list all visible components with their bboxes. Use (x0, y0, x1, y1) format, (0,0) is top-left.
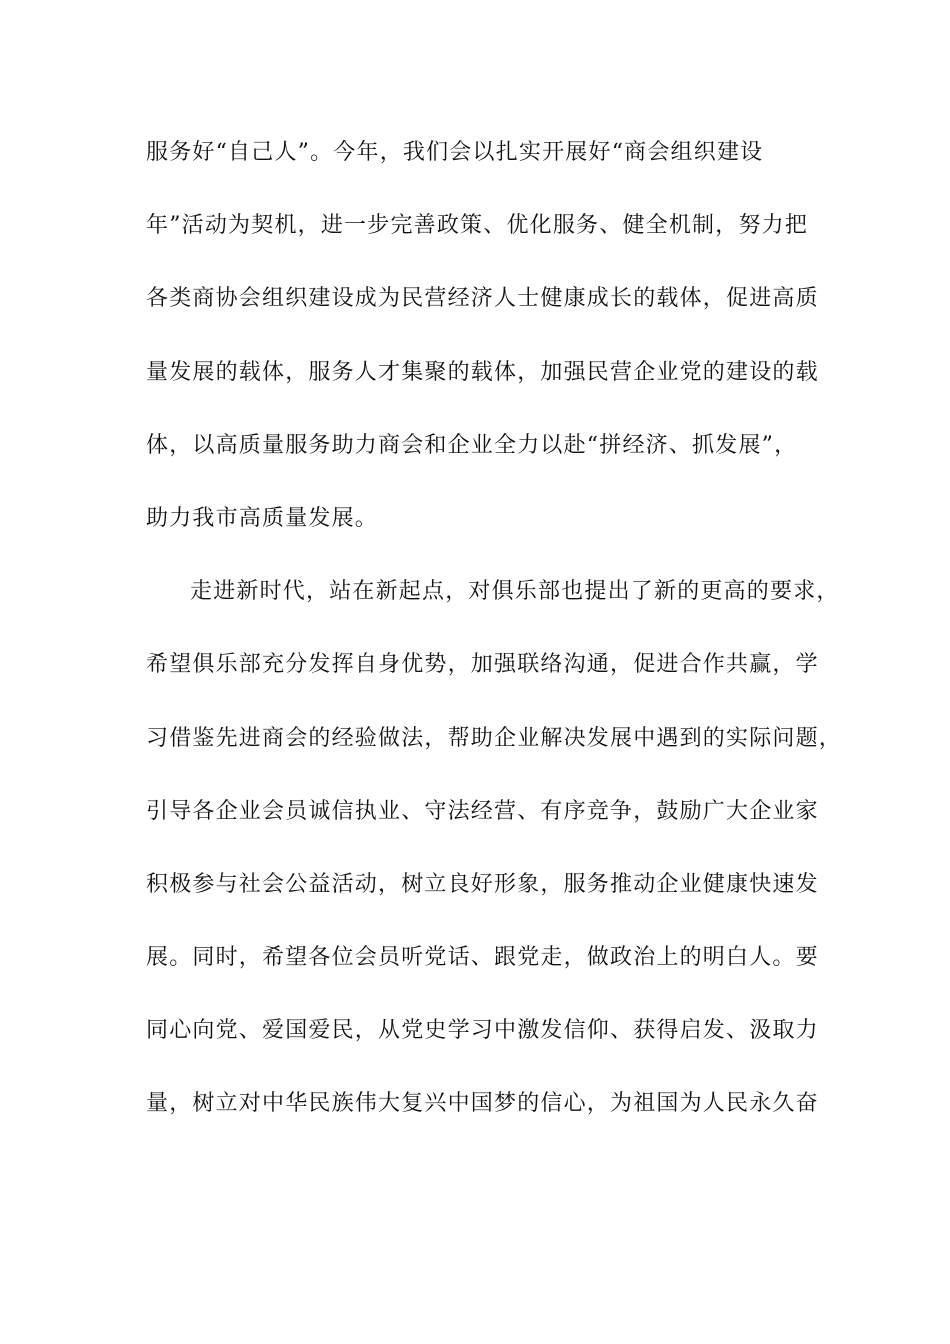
text-line: 服务好“自己人”。今年，我们会以扎实开展好“商会组织建设 (146, 140, 764, 165)
text-line: 展。同时，希望各位会员听党话、跟党走，做政治上的明白人。要 (146, 945, 819, 971)
text-line: 助力我市高质量发展。 (146, 505, 379, 531)
text-line: 同心向党、爱国爱民，从党史学习中激发信仰、获得启发、汲取力 (146, 1018, 819, 1044)
paragraph-1 (146, 130, 819, 569)
text-line: 引导各企业会员诚信执业、守法经营、有序竞争，鼓励广大企业家 (146, 798, 819, 824)
text-line: 希望俱乐部充分发挥自身优势，加强联络沟通，促进合作共赢，学 (146, 652, 819, 678)
paragraph-2 (146, 569, 843, 1155)
text-line: 体，以高质量服务助力商会和企业全力以赴“拼经济、抓发展”， (146, 432, 798, 458)
text-line: 量，树立对中华民族伟大复兴中国梦的信心，为祖国为人民永久奋 (146, 1091, 819, 1117)
text-line: 积极参与社会公益活动，树立良好形象，服务推动企业健康快速发 (146, 871, 819, 897)
text-line: 习借鉴先进商会的经验做法，帮助企业解决发展中遇到的实际问题， (146, 725, 843, 751)
text-line: 各类商协会组织建设成为民营经济人士健康成长的载体，促进高质 (146, 286, 819, 312)
text-line: 量发展的载体，服务人才集聚的载体，加强民营企业党的建设的载 (146, 359, 819, 385)
text-line: 走进新时代，站在新起点，对俱乐部也提出了新的更高的要求， (190, 579, 840, 605)
document-body (146, 130, 843, 1155)
text-line: 年”活动为契机，进一步完善政策、优化服务、健全机制，努力把 (146, 213, 809, 239)
